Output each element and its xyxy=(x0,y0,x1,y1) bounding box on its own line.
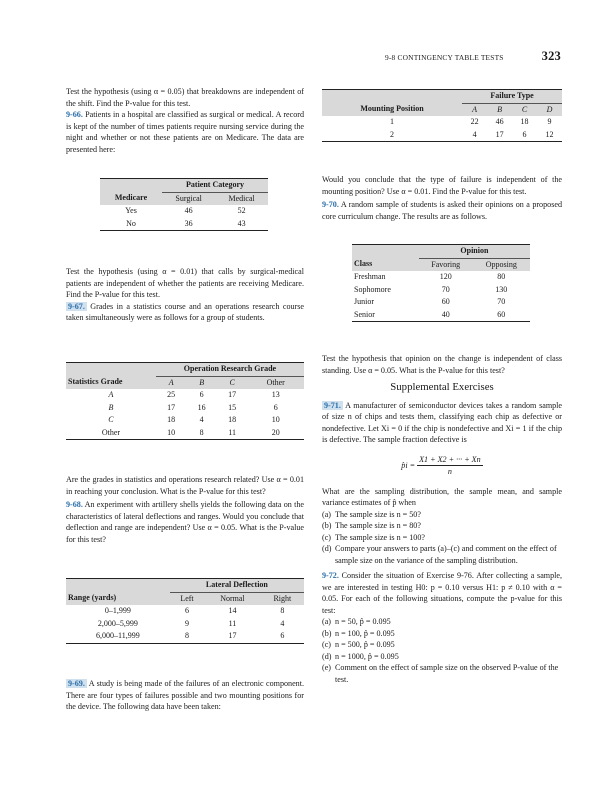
cell: 17 xyxy=(495,129,504,139)
row-label: 1 xyxy=(390,117,395,126)
list-9-72-parts xyxy=(322,616,562,685)
table-patient-category xyxy=(100,178,268,231)
table-failure-type xyxy=(322,89,562,142)
exercise-text: An experiment with artillery shells yields the following data on the characteristics of lateral deflections and ranges. Would you conclude that deflection and range are independent? Use α = 0.05. What is the P-value for this test? xyxy=(66,500,304,544)
cell: 14 xyxy=(228,606,237,615)
column-header: B xyxy=(487,103,512,116)
item-text: Comment on the effect of sample size on the observed P-value of the test. xyxy=(335,663,559,684)
item-text: The sample size is n = 100? xyxy=(335,532,425,542)
exercise-text: A random sample of students is asked their opinions on a proposed core curriculum change. The results are as follows. xyxy=(322,200,562,221)
exercise-text: Patients in a hospital are classified as surgical or medical. A record is kept of the number of times patients require nursing service during the night and whether or not these patients are on Medicare. The data are presented here: xyxy=(66,110,304,154)
cell: 46 xyxy=(495,117,504,126)
section-title: 9-8 CONTINGENCY TABLE TESTS xyxy=(385,53,504,62)
row-label: Senior xyxy=(354,309,375,319)
cell: 8 xyxy=(199,427,204,437)
exercise-text: Consider the situation of Exercise 9-76. After collecting a sample, we are interested in testing H0: p = 0.10 versus H1: p ≠ 0.10 with α = 0.05. For each of the following situations, compute the p-value for this test: xyxy=(322,571,562,615)
paragraph-failure-independent: Would you conclude that the type of failure is independent of the mounting position? Use α = 0.01. Find the P-value for this test. xyxy=(322,175,562,196)
cell: 4 xyxy=(199,415,204,424)
exercise-text: A manufacturer of semiconductor devices takes a random sample of size n of chips and tests them, classifying each chip as defective or nondefective. Let Xi = 0 if the chip is nondefective and Xi = 1 if the chip is defective. The sample fraction defective is xyxy=(322,400,562,444)
row-label: No xyxy=(126,218,136,228)
sample-fraction-formula xyxy=(322,454,562,478)
cell: 6 xyxy=(273,402,278,412)
cell: 12 xyxy=(545,129,554,139)
cell: 17 xyxy=(228,631,237,640)
list-item xyxy=(322,616,562,628)
list-item xyxy=(322,639,562,651)
item-text: The sample size is n = 50? xyxy=(335,509,421,519)
exercise-9-69 xyxy=(66,678,304,713)
exercise-number: 9-71. xyxy=(324,400,341,410)
exercise-number: 9-69. xyxy=(68,679,85,688)
column-header: Right xyxy=(261,592,304,605)
cell: 18 xyxy=(167,415,176,424)
cell: 18 xyxy=(228,415,237,424)
exercise-9-68 xyxy=(66,499,304,545)
cell: 22 xyxy=(470,117,479,126)
left-column-top xyxy=(66,86,304,155)
table-spanner: Operation Research Grade xyxy=(156,363,304,377)
cell: 11 xyxy=(228,618,237,628)
cell: 13 xyxy=(271,390,280,399)
item-label: (d) xyxy=(322,544,332,553)
item-label: (b) xyxy=(322,628,332,638)
cell: 6 xyxy=(280,631,285,640)
row-label: 6,000–11,999 xyxy=(96,631,140,640)
exercise-9-71 xyxy=(322,400,562,446)
cell: 16 xyxy=(197,402,206,412)
row-label: B xyxy=(108,402,114,412)
cell: 70 xyxy=(441,284,450,294)
exercise-9-66 xyxy=(66,109,304,155)
exercise-9-72 xyxy=(322,570,562,616)
formula-fraction xyxy=(417,454,483,478)
column-header: B xyxy=(186,376,217,389)
cell: 11 xyxy=(228,427,237,437)
cell: 60 xyxy=(497,309,506,319)
exercise-number: 9-66. xyxy=(66,110,83,119)
row-header: Medicare xyxy=(100,192,162,205)
cell: 17 xyxy=(167,402,176,412)
cell: 20 xyxy=(271,427,280,437)
column-header: C xyxy=(512,103,537,116)
page-number: 323 xyxy=(541,49,561,63)
table-spanner: Opinion xyxy=(419,245,530,259)
row-header: Mounting Position xyxy=(322,103,462,116)
row-label: 2,000–5,999 xyxy=(97,618,138,628)
cell: 120 xyxy=(439,272,452,281)
column-header: Opposing xyxy=(473,258,530,271)
column-header: Left xyxy=(170,592,204,605)
cell: 40 xyxy=(441,309,450,319)
cell: 130 xyxy=(495,284,508,294)
item-label: (b) xyxy=(322,521,332,530)
exercise-9-70 xyxy=(322,199,562,222)
column-header: Medical xyxy=(215,192,268,205)
list-item xyxy=(322,520,562,532)
exercise-number: 9-68. xyxy=(66,500,83,509)
table-spanner: Failure Type xyxy=(462,90,562,104)
exercise-number: 9-67. xyxy=(68,301,85,311)
column-header: Surgical xyxy=(162,192,215,205)
row-label: Yes xyxy=(125,206,137,215)
item-text: n = 500, p̂ = 0.095 xyxy=(335,640,395,649)
row-label: C xyxy=(108,415,114,424)
column-header: Other xyxy=(247,376,304,389)
cell: 4 xyxy=(472,129,477,139)
running-header xyxy=(385,49,561,68)
cell: 15 xyxy=(228,402,237,412)
cell: 70 xyxy=(497,297,506,306)
paragraph-medicare-test: Test the hypothesis (using α = 0.01) that calls by surgical-medical patients are independent of whether the patients are receiving Medicare. Find the P-value for this test. xyxy=(66,267,304,299)
item-label: (c) xyxy=(322,532,331,542)
list-9-71-parts xyxy=(322,509,562,567)
item-label: (c) xyxy=(322,640,331,649)
cell: 43 xyxy=(237,218,246,228)
list-item xyxy=(322,543,562,566)
exercise-9-67 xyxy=(66,301,304,324)
formula-numerator: X1 + X2 + ··· + Xn xyxy=(417,454,483,467)
item-text: Compare your answers to parts (a)–(c) and comment on the effect of sample size on the variance of the sampling distribution. xyxy=(335,544,557,565)
exercise-text: A study is being made of the failures of an electronic component. There are four types of failures possible and two mounting positions for the device. The following data have been taken: xyxy=(66,679,304,711)
table-opinion xyxy=(352,244,530,322)
cell: 9 xyxy=(184,618,189,628)
left-column-mid xyxy=(66,266,304,324)
cell: 6 xyxy=(184,606,189,615)
cell: 8 xyxy=(280,606,285,615)
list-item xyxy=(322,662,562,685)
cell: 17 xyxy=(228,390,237,399)
row-label: 0–1,999 xyxy=(104,606,131,615)
item-text: n = 100, p̂ = 0.095 xyxy=(335,628,395,638)
table-lateral-deflection xyxy=(66,578,304,644)
paragraph-grades-related: Are the grades in statistics and operations research related? Use α = 0.01 in reaching your conclusion. What is the P-value for this test? xyxy=(66,475,304,496)
item-label: (e) xyxy=(322,663,331,672)
cell: 36 xyxy=(184,218,193,228)
cell: 46 xyxy=(184,206,193,215)
row-header: Statistics Grade xyxy=(66,376,156,389)
column-header: Favoring xyxy=(419,258,473,271)
row-label: A xyxy=(108,390,114,399)
table-grades xyxy=(66,362,304,440)
column-header: A xyxy=(462,103,487,116)
row-label: Junior xyxy=(354,297,374,306)
list-item xyxy=(322,651,562,663)
cell: 6 xyxy=(199,390,204,399)
row-label: Sophomore xyxy=(354,284,391,294)
row-header: Range (yards) xyxy=(66,592,170,605)
item-text: n = 1000, p̂ = 0.095 xyxy=(335,651,399,661)
cell: 8 xyxy=(184,631,189,640)
column-header: D xyxy=(537,103,562,116)
exercise-text: Grades in a statistics course and an operations research course taken simultaneously were as follows for a group of students. xyxy=(66,301,304,322)
right-column-lower xyxy=(322,353,562,685)
item-text: n = 50, p̂ = 0.095 xyxy=(335,617,391,626)
exercise-number: 9-70. xyxy=(322,200,339,209)
cell: 52 xyxy=(237,206,246,215)
table-spanner: Patient Category xyxy=(162,179,268,193)
list-item xyxy=(322,532,562,544)
row-label: 2 xyxy=(390,129,395,139)
formula-denominator: n xyxy=(447,467,452,476)
row-label: Freshman xyxy=(354,272,386,281)
formula-lhs: p̂i = xyxy=(401,460,416,470)
right-column-top xyxy=(322,174,562,222)
column-header: Normal xyxy=(204,592,261,605)
row-header: Class xyxy=(352,258,419,271)
column-header: C xyxy=(217,376,248,389)
cell: 60 xyxy=(441,297,450,306)
paragraph-shift-test: Test the hypothesis (using α = 0.05) that breakdowns are independent of the shift. Find the P-value for this test. xyxy=(66,87,304,108)
left-column-lower xyxy=(66,474,304,545)
row-label: Other xyxy=(101,427,121,437)
cell: 6 xyxy=(522,129,527,139)
cell: 10 xyxy=(167,427,176,437)
supplemental-exercises-heading: Supplemental Exercises xyxy=(390,381,494,393)
left-column-bottom xyxy=(66,678,304,713)
list-item xyxy=(322,509,562,521)
item-label: (d) xyxy=(322,651,332,661)
paragraph-sampling-distribution: What are the sampling distribution, the sample mean, and sample variance estimates of p̂ when xyxy=(322,486,562,507)
column-header: A xyxy=(156,376,187,389)
list-item xyxy=(322,628,562,640)
paragraph-opinion-test: Test the hypothesis that opinion on the change is independent of class standing. Use α = 0.05. What is the P-value for this test? xyxy=(322,354,562,375)
table-spanner: Lateral Deflection xyxy=(170,579,304,593)
cell: 9 xyxy=(547,117,552,126)
cell: 18 xyxy=(520,117,529,126)
item-label: (a) xyxy=(322,617,331,626)
cell: 25 xyxy=(167,390,176,399)
exercise-number: 9-72. xyxy=(322,571,339,580)
cell: 10 xyxy=(271,415,280,424)
item-text: The sample size is n = 80? xyxy=(335,521,421,530)
cell: 80 xyxy=(497,272,506,281)
item-label: (a) xyxy=(322,509,331,519)
cell: 4 xyxy=(280,618,285,628)
